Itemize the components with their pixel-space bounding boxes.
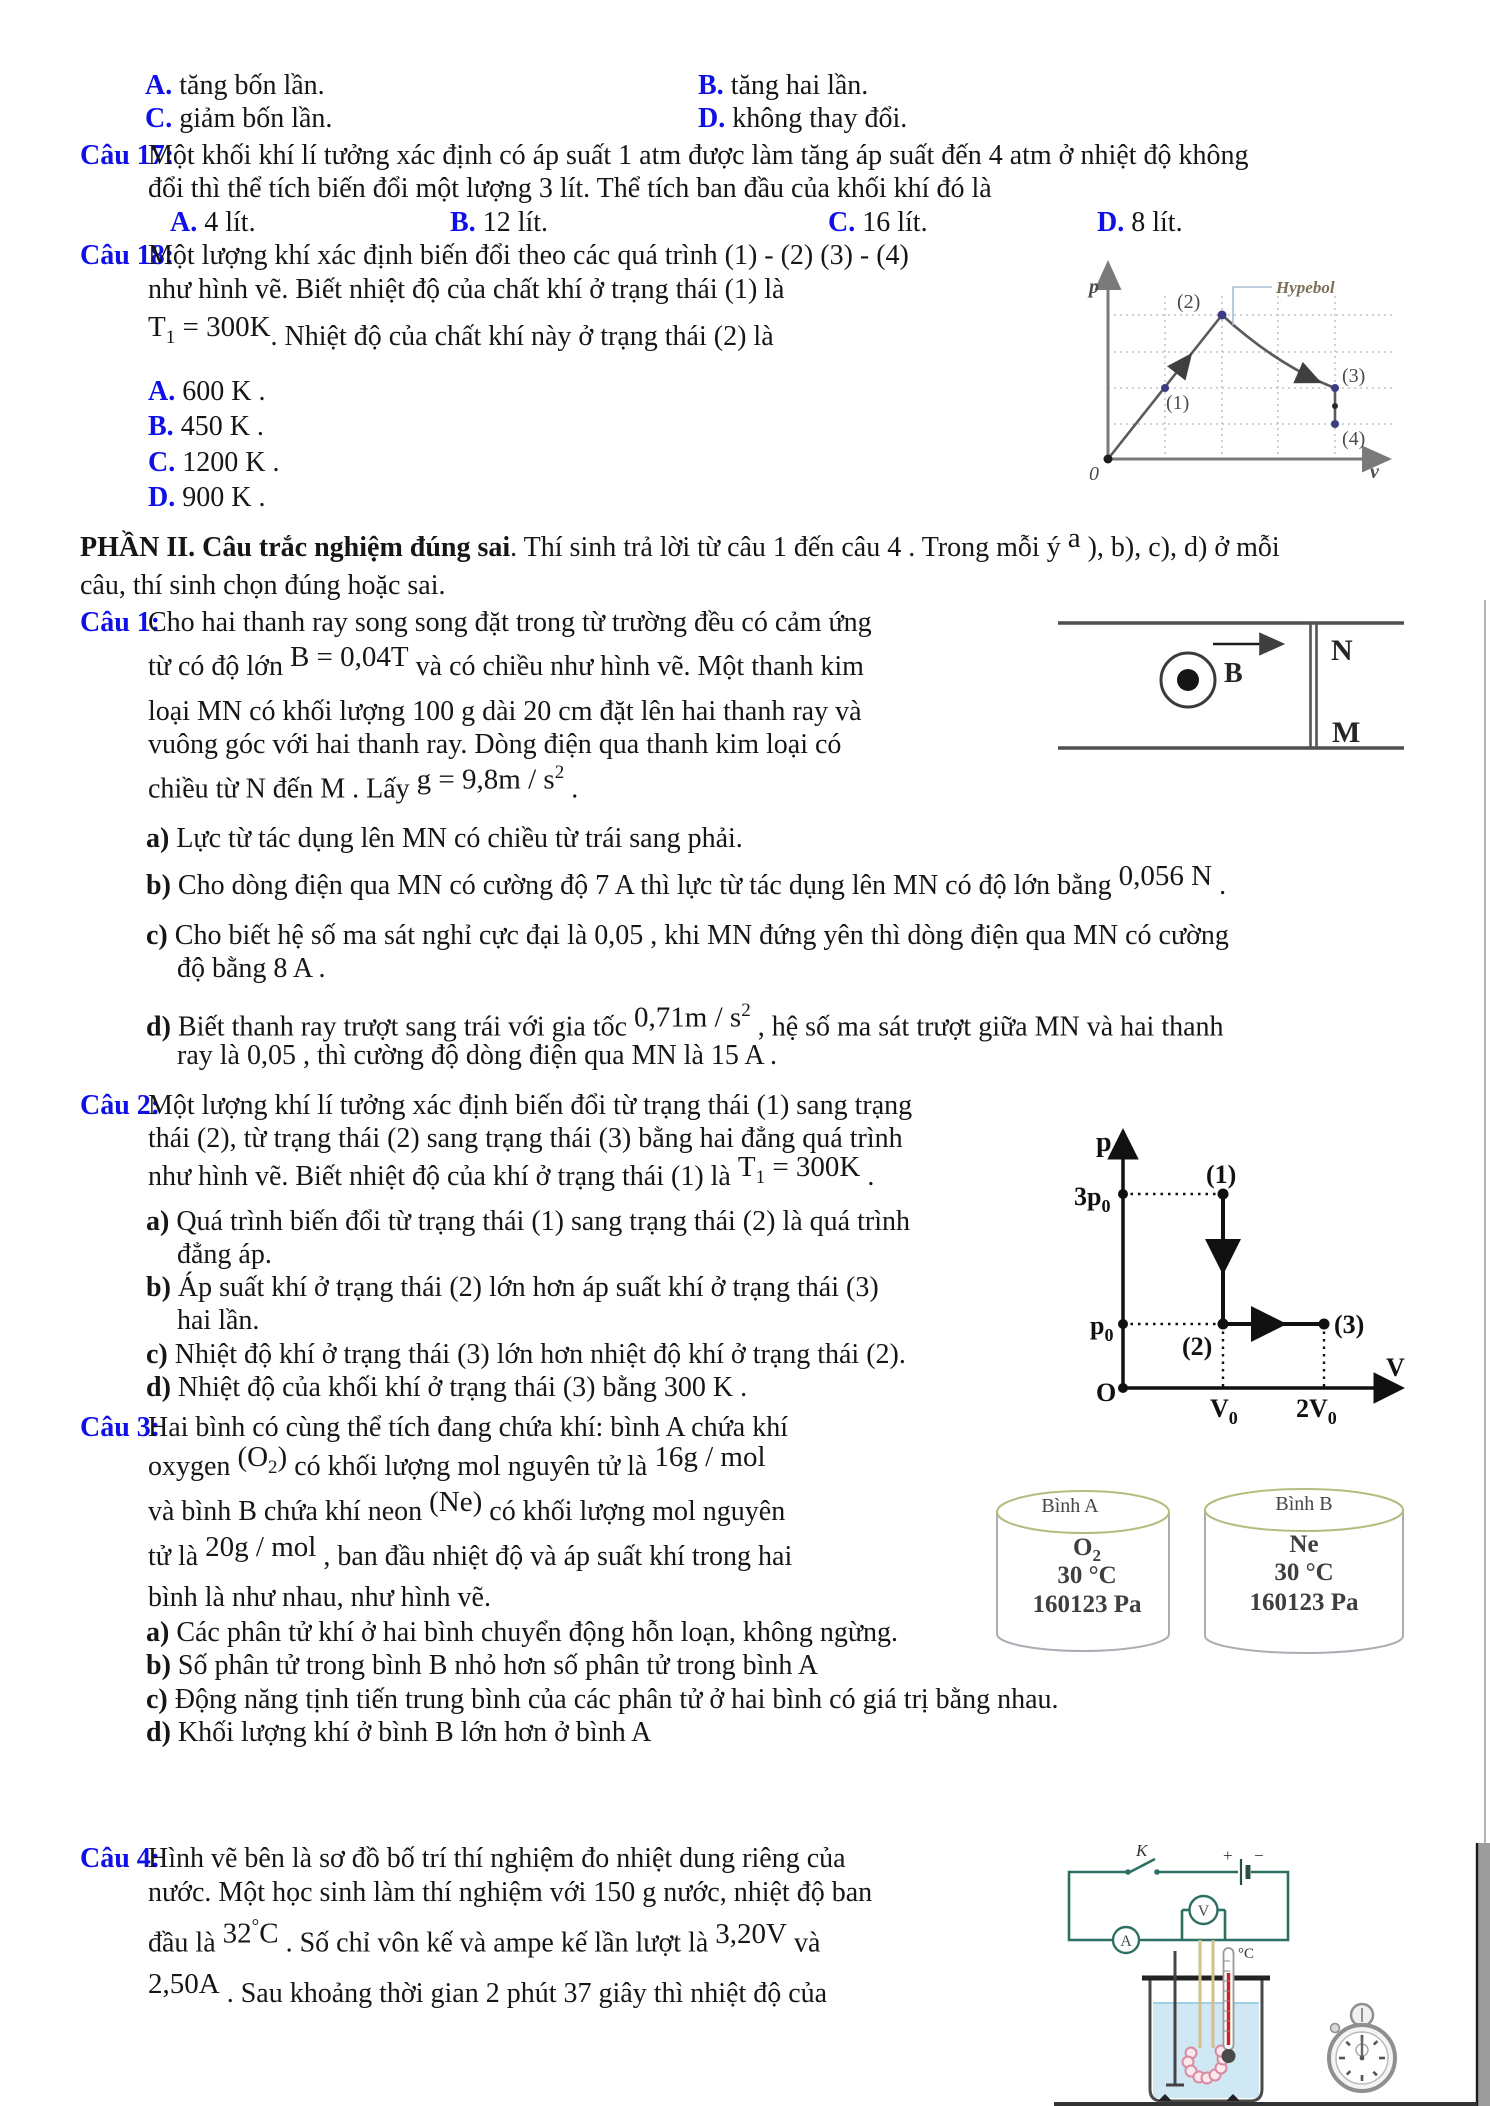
rod-mn — [1311, 623, 1317, 748]
tank-a — [997, 1491, 1169, 1651]
item-text: Nhiệt độ của khối khí ở trạng thái (3) bằng 300 K . — [170, 1372, 748, 1403]
q18-option-c — [148, 447, 279, 479]
tick-p0: $p_0$ — [1090, 1311, 1114, 1345]
formula-current: 2,50A — [148, 1968, 220, 2000]
q2-process-lines — [1223, 1194, 1324, 1324]
label-b: B — [1224, 658, 1243, 689]
q3-item-c — [146, 1684, 1059, 1716]
text: và — [786, 1927, 821, 1959]
q17-option-a — [170, 207, 256, 239]
option-a — [145, 70, 325, 102]
battery-minus: − — [1254, 1846, 1264, 1865]
formula-force: 0,056 N — [1118, 860, 1213, 892]
state-label-3: (3) — [1334, 1310, 1365, 1339]
option-text: 900 K . — [175, 482, 266, 513]
q1-item-b — [146, 860, 1227, 902]
thermometer-unit-label: °C — [1238, 1946, 1255, 1962]
tank-b-pressure: 160123 Pa — [1249, 1589, 1359, 1616]
tank-b — [1205, 1489, 1403, 1653]
q3-label: Câu 3: — [80, 1412, 161, 1443]
option-text: 1200 K . — [175, 447, 280, 478]
text: từ có độ lớn — [148, 651, 290, 682]
formula-16g: 16g / mol — [654, 1441, 766, 1473]
state-label-3: (3) — [1342, 365, 1366, 387]
stopwatch-icon — [1329, 2004, 1395, 2091]
q2-line-2: thái (2), từ trạng thái (2) sang trạng thái (3) bằng hai đẳng quá trình — [148, 1123, 903, 1154]
option-text: không thay đổi. — [725, 103, 908, 134]
voltmeter-icon — [1190, 1896, 1218, 1924]
q2-item-b-line-2: hai lần. — [177, 1305, 260, 1336]
option-letter: A. — [145, 70, 173, 101]
part2-heading-rest2: ), b), c), d) ở mỗi — [1080, 532, 1280, 563]
q3-line-5: bình là như nhau, như hình vẽ. — [148, 1582, 491, 1613]
item-letter: c) — [146, 920, 168, 951]
axis-label-p: p — [1096, 1127, 1112, 1158]
item-letter: b) — [146, 1272, 171, 1303]
q3-item-b — [146, 1650, 818, 1682]
option-text: giảm bốn lần. — [172, 103, 333, 134]
item-text: Nhiệt độ khí ở trạng thái (3) lớn hơn nhiệt độ khí ở trạng thái (2). — [167, 1339, 906, 1370]
circuit-wires — [1069, 1872, 1288, 1940]
item-letter: b) — [146, 1650, 171, 1681]
option-letter: B. — [450, 207, 476, 238]
q1-line-1: Cho hai thanh ray song song đặt trong từ trường đều có cảm ứng — [148, 607, 872, 638]
formula-t1: $T_1 = 300K$ — [737, 1151, 861, 1188]
item-text: Lực từ tác dụng lên MN có chiều từ trái sang phải. — [169, 823, 743, 854]
text: tử là — [148, 1541, 206, 1572]
q4-experiment-diagram — [1050, 1843, 1490, 2106]
item-text: Cho dòng điện qua MN có cường độ 7 A thì lực từ tác dụng lên MN có độ lớn bằng — [170, 870, 1119, 901]
formula-t1: $T_1 = 300K$ — [148, 311, 271, 348]
tank-b-gas: Ne — [1289, 1531, 1319, 1558]
item-letter: d) — [146, 1011, 171, 1043]
tank-a-gas: $O_2$ — [1073, 1534, 1101, 1565]
item-text: Các phân tử khí ở hai bình chuyển động hỗn loạn, không ngừng. — [169, 1617, 899, 1648]
voltmeter-label: V — [1197, 1903, 1210, 1920]
q18-state-dots — [1104, 311, 1340, 464]
q4-line-1: Hình vẽ bên là sơ đồ bố trí thí nghiệm đo nhiệt dung riêng của — [148, 1843, 846, 1874]
option-text: 4 lít. — [197, 207, 256, 238]
q18-option-a — [148, 376, 265, 408]
option-letter: B. — [698, 70, 724, 101]
axis-label-v: v — [1370, 461, 1379, 483]
tank-a-temp: 30 °C — [1057, 1562, 1117, 1589]
option-letter: C. — [148, 447, 176, 478]
text: , ban đầu nhiệt độ và áp suất khí trong hai — [316, 1541, 793, 1572]
formula-b: B = 0,04T — [289, 641, 409, 673]
text: . — [564, 773, 579, 805]
item-letter: a) — [146, 1206, 170, 1237]
option-b — [698, 70, 868, 102]
q17-label: Câu 17: — [80, 140, 175, 171]
item-text: Áp suất khí ở trạng thái (2) lớn hơn áp suất khí ở trạng thái (3) — [170, 1272, 879, 1303]
item-text: , hệ số ma sát trượt giữa MN và hai thanh — [750, 1011, 1224, 1043]
option-letter: A. — [148, 376, 176, 407]
item-letter: c) — [146, 1339, 168, 1370]
text: có khối lượng mol nguyên tử là — [287, 1451, 655, 1482]
formula-g: $g = 9,8m / s^2$ — [416, 762, 565, 796]
option-letter: A. — [170, 207, 198, 238]
option-text: 450 K . — [173, 411, 264, 442]
q18-option-b — [148, 411, 264, 443]
q18-line-3 — [148, 311, 774, 363]
item-letter: d) — [146, 1372, 171, 1403]
figure-edge-strip — [1477, 1843, 1490, 2106]
option-letter: C. — [828, 207, 856, 238]
q1-item-d-line-1 — [146, 1000, 1224, 1044]
q1-rails-diagram — [1056, 612, 1412, 762]
q18-line-2: như hình vẽ. Biết nhiệt độ của chất khí ở trạng thái (1) là — [148, 274, 785, 305]
formula-20g: 20g / mol — [205, 1531, 317, 1563]
tank-b-temp: 30 °C — [1274, 1559, 1334, 1586]
text: như hình vẽ. Biết nhiệt độ của khí ở trạng thái (1) là — [148, 1161, 738, 1192]
axis-label-v: V — [1386, 1353, 1405, 1382]
q1-item-d-line-2: ray là 0,05 , thì cường độ dòng điện qua MN là 15 A . — [177, 1040, 778, 1071]
option-c — [145, 103, 332, 135]
part2-heading-bold: PHẦN II. Câu trắc nghiệm đúng sai — [80, 532, 511, 563]
text: . Số chỉ vôn kế và ampe kế lần lượt là — [278, 1927, 716, 1959]
switch-k — [1125, 1841, 1160, 1875]
option-letter: D. — [698, 103, 726, 134]
q2-pv-graph — [1062, 1095, 1486, 1429]
hyperbola-label: Hypebol — [1276, 278, 1335, 297]
text: oxygen — [148, 1451, 238, 1482]
q1-item-a — [146, 823, 743, 855]
option-text: 12 lít. — [475, 207, 549, 238]
q1-line-3: loại MN có khối lượng 100 g dài 20 cm đặt lên hai thanh ray và — [148, 696, 862, 727]
switch-label-k: K — [1136, 1841, 1148, 1860]
item-text: Cho biết hệ số ma sát nghỉ cực đại là 0,05 , khi MN đứng yên thì dòng điện qua MN có cường — [167, 920, 1229, 951]
formula-32c: 32°C — [222, 1916, 279, 1950]
option-letter: C. — [145, 103, 173, 134]
option-text: 8 lít. — [1124, 207, 1183, 238]
tank-b-title: Bình B — [1275, 1493, 1333, 1515]
q3-line-1: Hai bình có cùng thể tích đang chứa khí: bình A chứa khí — [148, 1412, 788, 1443]
q17-option-b — [450, 207, 548, 239]
hyperbola-leader-line — [1233, 287, 1272, 325]
label-n: N — [1331, 634, 1353, 667]
field-out-of-page-icon — [1161, 653, 1215, 707]
state-label-4: (4) — [1342, 428, 1366, 450]
q18-pv-graph — [1056, 196, 1408, 492]
state-label-2: (2) — [1182, 1332, 1213, 1361]
text: chiều từ N đến M . Lấy — [148, 773, 417, 805]
origin-label: O — [1096, 1378, 1117, 1407]
option-d — [698, 103, 907, 135]
q2-axes — [1123, 1135, 1398, 1388]
tick-3p0: $3p_0$ — [1074, 1182, 1111, 1216]
axis-label-p: p — [1089, 276, 1099, 298]
state-label-2: (2) — [1177, 291, 1201, 313]
item-text: Số phân tử trong bình B nhỏ hơn số phân tử trong bình A — [170, 1650, 819, 1681]
option-text: 600 K . — [175, 376, 266, 407]
text: đầu là — [148, 1927, 223, 1959]
battery-plus: + — [1223, 1846, 1233, 1865]
q1-item-c-line-2: độ bằng 8 A . — [177, 953, 326, 984]
part2-sup-a: a — [1067, 522, 1081, 554]
q4-line-4 — [148, 1968, 828, 2010]
part2-heading — [80, 522, 1280, 564]
tick-v0: $V_0$ — [1210, 1394, 1238, 1428]
formula-voltage: 3,20V — [715, 1917, 787, 1950]
state-label-1: (1) — [1166, 392, 1190, 414]
item-letter: a) — [146, 823, 170, 854]
option-letter: D. — [1097, 207, 1125, 238]
item-letter: c) — [146, 1684, 168, 1715]
q17-option-c — [828, 207, 928, 239]
q18-line-3-rest: . Nhiệt độ của chất khí này ở trạng thái (2) là — [270, 321, 774, 352]
option-text: tăng hai lần. — [723, 70, 869, 101]
label-m: M — [1332, 716, 1361, 749]
item-letter: a) — [146, 1617, 170, 1648]
q2-label: Câu 2: — [80, 1090, 161, 1121]
q1-item-c-line-1 — [146, 920, 1229, 952]
tick-2v0: $2V_0$ — [1296, 1394, 1337, 1428]
option-letter: D. — [148, 482, 176, 513]
text: . — [860, 1161, 875, 1192]
tank-a-pressure: 160123 Pa — [1032, 1591, 1142, 1618]
text: . Sau khoảng thời gian 2 phút 37 giây thì nhiệt độ của — [219, 1978, 828, 2009]
ammeter-label: A — [1120, 1933, 1132, 1950]
item-letter: b) — [146, 870, 171, 901]
q3-line-4 — [148, 1531, 793, 1573]
part2-heading-rest1: . Thí sinh trả lời từ câu 1 đến câu 4 . Trong mỗi ý — [510, 532, 1068, 563]
q2-item-b-line-1 — [146, 1272, 879, 1304]
state-label-1: (1) — [1206, 1160, 1237, 1189]
q1-line-2 — [148, 641, 864, 683]
q4-label: Câu 4: — [80, 1843, 161, 1874]
option-letter: B. — [148, 411, 174, 442]
formula-o2: $(O_2)$ — [237, 1441, 288, 1478]
q1-line-5 — [148, 762, 579, 806]
part2-line-2: câu, thí sinh chọn đúng hoặc sai. — [80, 570, 446, 601]
q17-line-2: đổi thì thể tích biến đổi một lượng 3 lít. Thể tích ban đầu của khối khí đó là — [148, 173, 992, 204]
option-text: tăng bốn lần. — [172, 70, 325, 101]
q18-label: Câu 18: — [80, 240, 175, 271]
q18-line-1: Một lượng khí xác định biến đổi theo các quá trình (1) - (2) (3) - (4) — [148, 240, 909, 271]
q4-line-3 — [148, 1916, 821, 1960]
item-text: Biết thanh ray trượt sang trái với gia tốc — [170, 1011, 635, 1043]
tank-a-title: Bình A — [1041, 1495, 1099, 1517]
q1-line-4: vuông góc với hai thanh ray. Dòng điện qua thanh kim loại có — [148, 729, 842, 760]
item-letter: d) — [146, 1717, 171, 1748]
option-text: 16 lít. — [855, 207, 928, 238]
item-text: . — [1212, 870, 1227, 901]
text: và có chiều như hình vẽ. Một thanh kim — [408, 651, 864, 682]
q3-item-a — [146, 1617, 898, 1649]
formula-accel: $0,71m / s^2$ — [634, 1000, 751, 1034]
rails-labels — [1224, 634, 1360, 749]
item-text: Quá trình biến đổi từ trạng thái (1) sang trạng thái (2) là quá trình — [169, 1206, 910, 1237]
q1-label: Câu 1: — [80, 607, 161, 638]
q17-line-1: Một khối khí lí tưởng xác định có áp suất 1 atm được làm tăng áp suất đến 4 atm ở nhiệt độ không — [148, 140, 1249, 171]
page-edge-line — [1484, 600, 1486, 1843]
q2-item-d — [146, 1372, 747, 1404]
item-text: Khối lượng khí ở bình B lớn hơn ở bình A — [170, 1717, 652, 1748]
figure-bottom-edge — [1054, 2102, 1477, 2106]
ammeter-icon — [1113, 1927, 1139, 1953]
text: có khối lượng mol nguyên — [482, 1496, 786, 1527]
q3-item-d — [146, 1717, 651, 1749]
q2-line-1: Một lượng khí lí tưởng xác định biến đổi từ trạng thái (1) sang trạng — [148, 1090, 913, 1121]
origin-label: 0 — [1089, 463, 1099, 485]
q2-item-c — [146, 1339, 906, 1371]
text: và bình B chứa khí neon — [148, 1496, 430, 1527]
q2-item-a-line-1 — [146, 1206, 910, 1238]
formula-ne: (Ne) — [429, 1486, 483, 1518]
q3-line-3 — [148, 1486, 786, 1528]
q2-item-a-line-2: đẳng áp. — [177, 1239, 272, 1270]
item-text: Động năng tịnh tiến trung bình của các phân tử ở hai bình có giá trị bằng nhau. — [167, 1684, 1059, 1715]
q4-line-2: nước. Một học sinh làm thí nghiệm với 150 g nước, nhiệt độ ban — [148, 1877, 873, 1908]
battery-icon — [1223, 1846, 1264, 1885]
q3-tanks-figure — [995, 1484, 1415, 1670]
q2-line-3 — [148, 1151, 875, 1203]
q18-option-d — [148, 482, 265, 514]
